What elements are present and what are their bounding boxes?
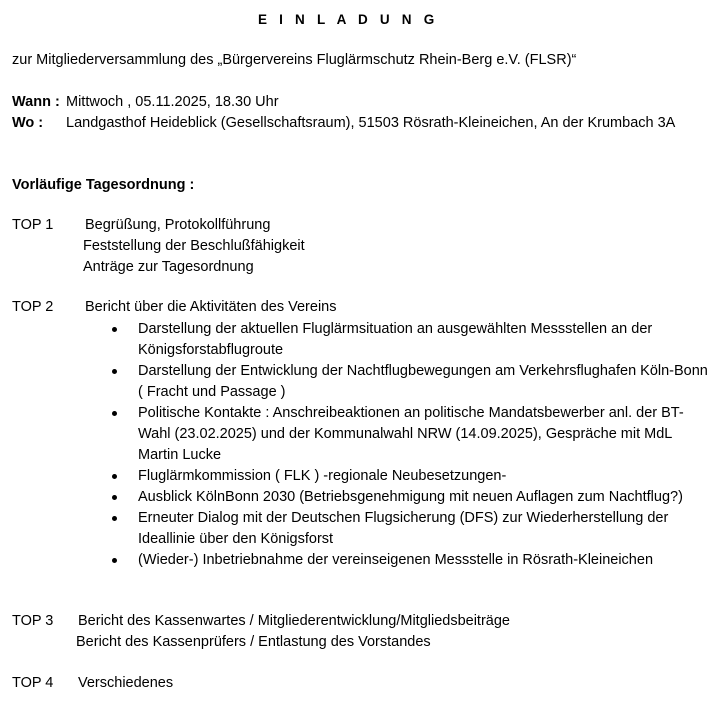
top-3-line-1: Bericht des Kassenwartes / Mitgliederentwicklung/Mitgliedsbeiträge — [78, 613, 510, 629]
top-2-label: TOP 2 — [12, 299, 54, 315]
top-1-label: TOP 1 — [12, 217, 54, 233]
when-value: Mittwoch , 05.11.2025, 18.30 Uhr — [66, 94, 279, 110]
list-item: (Wieder-) Inbetriebnahme der vereinseigenen Messstelle in Rösrath-Kleineichen — [112, 550, 712, 571]
list-item: Darstellung der aktuellen Fluglärmsituation an ausgewählten Messstellen an der Königsforstabflugroute — [112, 319, 712, 361]
bullet-icon — [112, 516, 117, 521]
bullet-icon — [112, 411, 117, 416]
top-2-bullet-list — [112, 319, 712, 571]
top-3-label: TOP 3 — [12, 613, 54, 629]
list-item: Ausblick KölnBonn 2030 (Betriebsgenehmigung mit neuen Auflagen zum Nachtflug?) — [112, 487, 712, 508]
agenda-heading: Vorläufige Tagesordnung : — [12, 177, 195, 193]
where-value: Landgasthof Heideblick (Gesellschaftsraum), 51503 Rösrath-Kleineichen, An der Krumbach 3A — [66, 115, 676, 131]
bullet-icon — [112, 495, 117, 500]
bullet-icon — [112, 327, 117, 332]
bullet-icon — [112, 369, 117, 374]
where-label: Wo : — [12, 115, 44, 131]
top-1-line-3: Anträge zur Tagesordnung — [83, 259, 254, 275]
top-4-line-1: Verschiedenes — [78, 675, 174, 691]
top-1-line-2: Feststellung der Beschlußfähigkeit — [83, 238, 305, 254]
top-1-line-1: Begrüßung, Protokollführung — [85, 217, 271, 233]
list-item: Politische Kontakte : Anschreibeaktionen an politische Mandatsbewerber anl. der BT-Wahl (23.02.2025) und der Kommunalwahl NRW (14.09.2025), Gespräche mit MdL Martin Lucke — [112, 403, 712, 466]
list-item: Erneuter Dialog mit der Deutschen Flugsicherung (DFS) zur Wiederherstellung der Ideallinie über den Königsforst — [112, 508, 712, 550]
list-item: Darstellung der Entwicklung der Nachtflugbewegungen am Verkehrsflughafen Köln-Bonn ( Fracht und Passage ) — [112, 361, 712, 403]
top-4-label: TOP 4 — [12, 675, 54, 691]
where-row — [12, 114, 675, 132]
when-label: Wann : — [12, 94, 60, 110]
bullet-icon — [112, 474, 117, 479]
when-row — [12, 93, 279, 111]
bullet-icon — [112, 558, 117, 563]
document-title: E I N L A D U N G — [258, 12, 439, 27]
intro-text: zur Mitgliederversammlung des „Bürgervereins Fluglärmschutz Rhein-Berg e.V. (FLSR)“ — [12, 52, 577, 68]
top-3-line-2: Bericht des Kassenprüfers / Entlastung des Vorstandes — [76, 634, 431, 650]
top-2-line-1: Bericht über die Aktivitäten des Vereins — [85, 299, 337, 315]
list-item: Fluglärmkommission ( FLK ) -regionale Neubesetzungen- — [112, 466, 712, 487]
